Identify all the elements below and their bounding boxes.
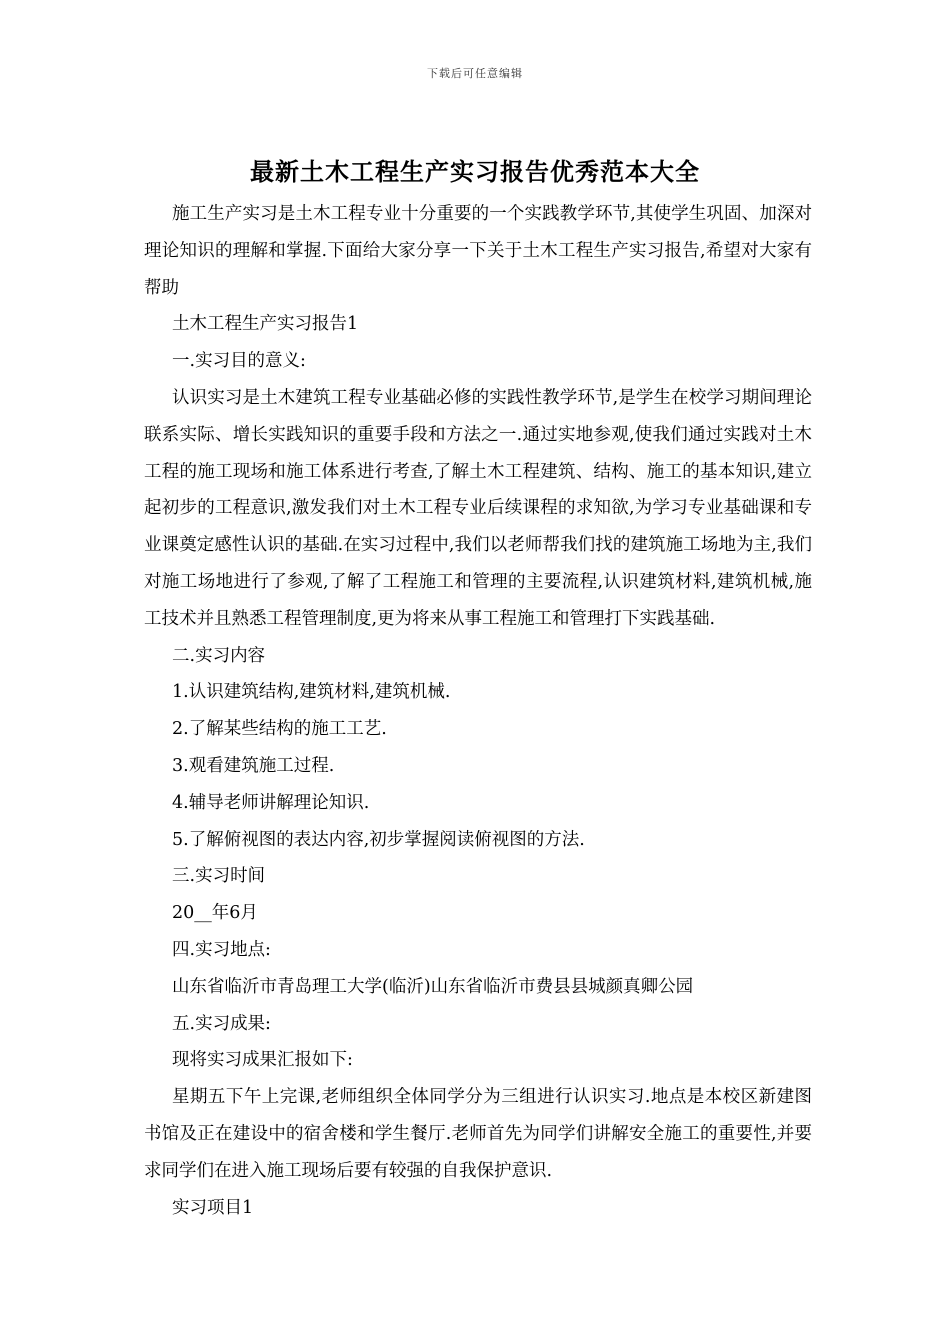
section3-heading: 三.实习时间 bbox=[172, 866, 266, 887]
section2-heading: 二.实习内容 bbox=[172, 645, 266, 666]
section4-heading: 四.实习地点: bbox=[172, 939, 271, 960]
document-title: 最新土木工程生产实习报告优秀范本大全 bbox=[250, 158, 700, 186]
project-heading: 实习项目1 bbox=[172, 1197, 254, 1218]
list-item: 4.辅导老师讲解理论知识. bbox=[172, 792, 370, 813]
section5-heading: 五.实习成果: bbox=[172, 1013, 271, 1034]
list-item: 1.认识建筑结构,建筑材料,建筑机械. bbox=[172, 682, 451, 703]
list-item: 3.观看建筑施工过程. bbox=[172, 755, 335, 776]
section5-paragraph: 星期五下午上完课,老师组织全体同学分为三组进行认识实习.地点是本校区新建图书馆及正在建设中的宿舍楼和学生餐厅.老师首先为同学们讲解安全施工的重要性,并要求同学们在进入施工现场后要有较强的自我保护意识. bbox=[144, 1087, 812, 1181]
section5-lead: 现将实习成果汇报如下: bbox=[172, 1050, 353, 1071]
document-body bbox=[144, 196, 812, 1226]
intro-paragraph: 施工生产实习是土木工程专业十分重要的一个实践教学环节,其使学生巩固、加深对理论知识的理解和掌握.下面给大家分享一下关于土木工程生产实习报告,希望对大家有帮助 bbox=[144, 204, 812, 298]
section1-paragraph: 认识实习是土木建筑工程专业基础必修的实践性教学环节,是学生在校学习期间理论联系实际、增长实践知识的重要手段和方法之一.通过实地参观,使我们通过实践对土木工程的施工现场和施工体系进行考查,了解土木工程建筑、结构、施工的基本知识,建立起初步的工程意识,激发我们对土木工程专业后续课程的求知欲,为学习专业基础课和专业课奠定感性认识的基础.在实习过程中,我们以老师帮我们找的建筑施工场地为主,我们对施工场地进行了参观,了解了工程施工和管理的主要流程,认识建筑材料,建筑机械,施工技术并且熟悉工程管理制度,更为将来从事工程施工和管理打下实践基础. bbox=[144, 387, 812, 629]
list-item: 2.了解某些结构的施工工艺. bbox=[172, 719, 387, 740]
report-title: 土木工程生产实习报告1 bbox=[172, 314, 359, 335]
page-header-note: 下载后可任意编辑 bbox=[427, 67, 523, 80]
section1-heading: 一.实习目的意义: bbox=[172, 351, 306, 372]
section3-body: 20__年6月 bbox=[172, 903, 258, 924]
section4-body: 山东省临沂市青岛理工大学(临沂)山东省临沂市费县县城颜真卿公园 bbox=[172, 976, 694, 997]
list-item: 5.了解俯视图的表达内容,初步掌握阅读俯视图的方法. bbox=[172, 829, 585, 850]
